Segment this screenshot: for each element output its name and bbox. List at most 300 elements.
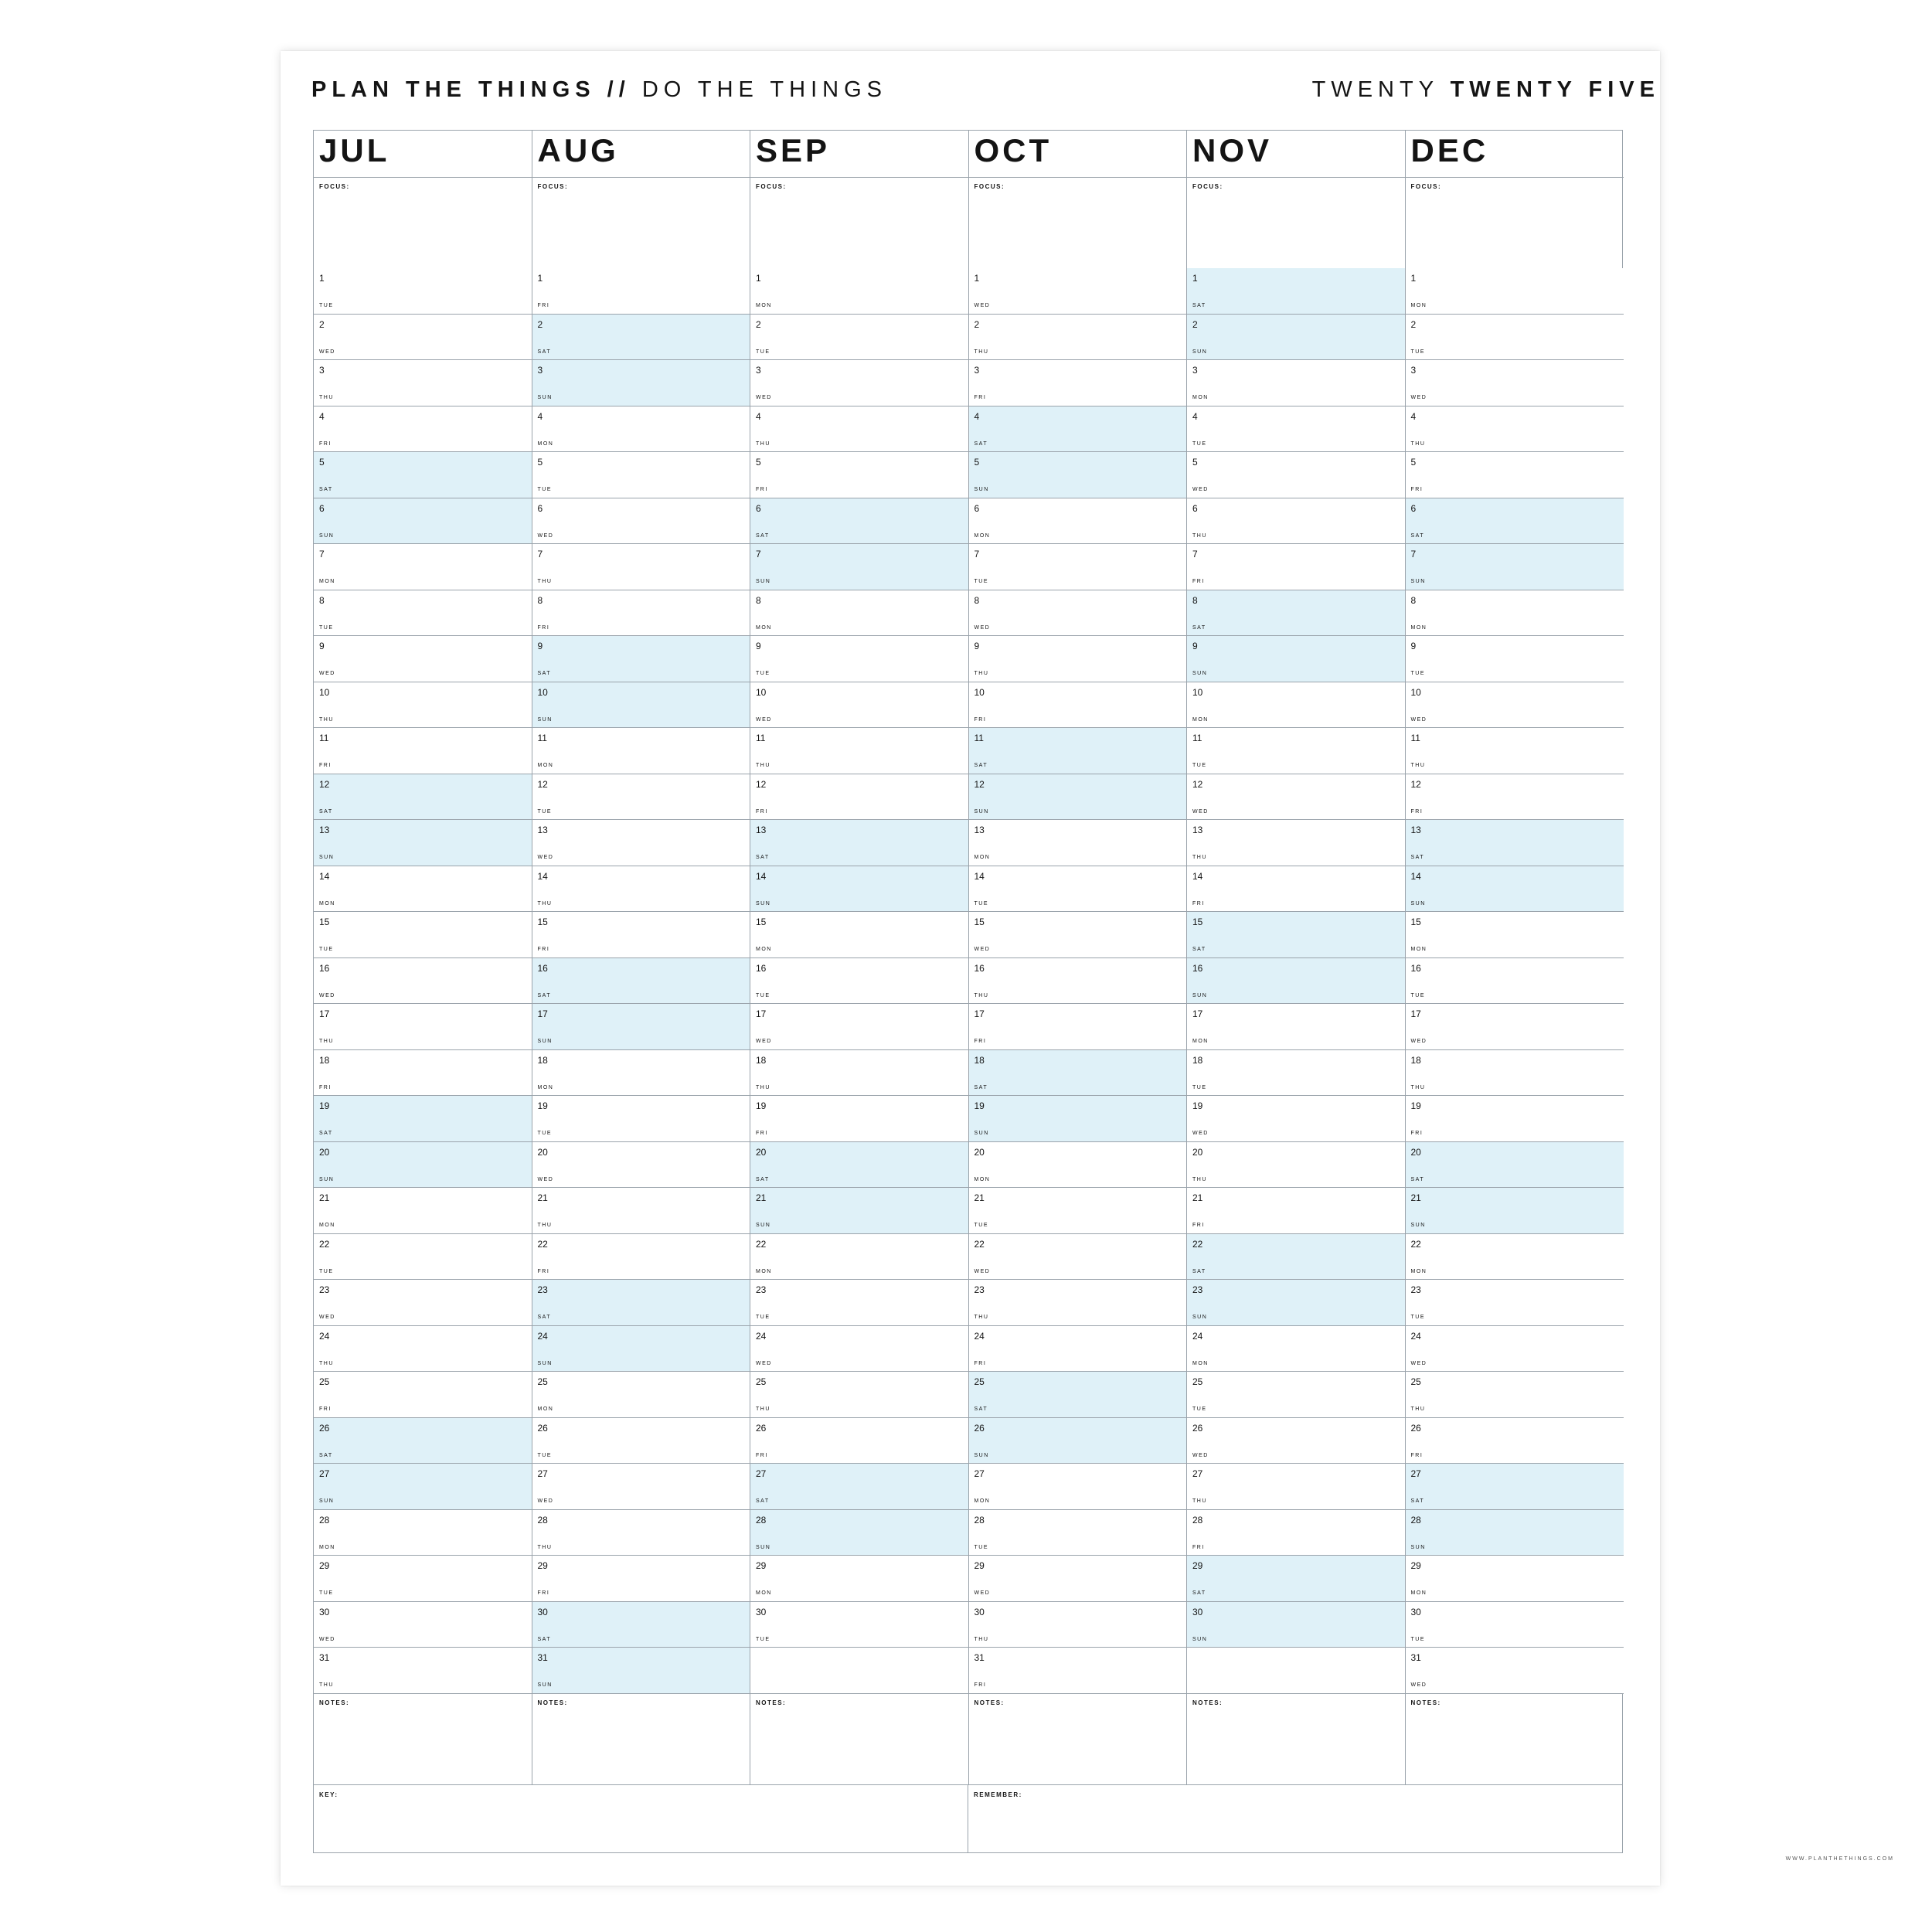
day-cell[interactable] — [532, 820, 750, 866]
day-cell[interactable] — [1187, 728, 1405, 774]
day-cell[interactable] — [532, 1372, 750, 1418]
day-cell[interactable] — [1187, 1326, 1405, 1372]
weekday-label: MON — [537, 440, 554, 447]
day-cell[interactable] — [969, 866, 1187, 913]
weekday-label: TUE — [1410, 992, 1425, 998]
day-cell[interactable] — [969, 958, 1187, 1005]
day-number: 22 — [756, 1238, 767, 1250]
day-cell[interactable] — [532, 452, 750, 498]
day-cell[interactable] — [969, 1648, 1187, 1694]
day-cell[interactable] — [314, 774, 532, 821]
weekday-label: SUN — [1410, 1544, 1426, 1550]
day-cell[interactable] — [750, 1556, 968, 1602]
weekday-label: SAT — [319, 808, 333, 815]
day-cell[interactable] — [314, 1510, 532, 1556]
day-cell[interactable] — [750, 406, 968, 453]
notes-box[interactable] — [532, 1693, 750, 1784]
day-cell[interactable] — [1187, 912, 1405, 958]
day-cell[interactable] — [1406, 1326, 1624, 1372]
weekday-label: SAT — [1192, 624, 1206, 631]
day-number: 29 — [319, 1560, 330, 1571]
day-cell[interactable] — [1187, 1004, 1405, 1050]
day-cell[interactable] — [1187, 590, 1405, 637]
day-cell[interactable] — [1406, 268, 1624, 315]
day-cell[interactable] — [532, 1602, 750, 1648]
day-cell[interactable] — [969, 774, 1187, 821]
day-number: 2 — [537, 318, 543, 330]
day-cell[interactable] — [314, 866, 532, 913]
weekday-label: TUE — [319, 624, 334, 631]
day-cell[interactable] — [532, 1556, 750, 1602]
year-light: TWENTY — [1311, 77, 1439, 102]
day-number: 25 — [1192, 1376, 1203, 1387]
day-cell[interactable] — [1406, 958, 1624, 1005]
day-cell[interactable] — [750, 1234, 968, 1281]
weekday-label: FRI — [537, 624, 550, 631]
day-cell[interactable] — [314, 1602, 532, 1648]
day-cell[interactable] — [532, 1648, 750, 1694]
day-cell[interactable] — [750, 1418, 968, 1464]
weekday-label: TUE — [974, 1223, 988, 1228]
focus-box[interactable] — [1187, 177, 1405, 269]
notes-box[interactable] — [1187, 1693, 1405, 1784]
day-cell[interactable] — [1406, 774, 1624, 821]
day-cell[interactable] — [1187, 268, 1405, 315]
day-cell[interactable] — [969, 544, 1187, 590]
day-cell[interactable] — [1406, 682, 1624, 729]
day-cell[interactable] — [314, 544, 532, 590]
day-cell[interactable] — [1187, 958, 1405, 1005]
day-cell[interactable] — [969, 1096, 1187, 1142]
day-cell[interactable] — [532, 1234, 750, 1281]
day-cell[interactable] — [750, 1050, 968, 1097]
weekday-label: MON — [537, 763, 554, 768]
weekday-label: SAT — [756, 1176, 770, 1182]
day-cell[interactable] — [1187, 452, 1405, 498]
day-number: 19 — [1192, 1100, 1203, 1111]
day-cell[interactable] — [969, 360, 1187, 406]
day-number: 30 — [1192, 1606, 1203, 1617]
day-number: 23 — [1192, 1284, 1203, 1295]
day-cell[interactable] — [1187, 1556, 1405, 1602]
day-cell[interactable] — [750, 498, 968, 545]
day-cell[interactable] — [314, 636, 532, 682]
weekday-label: FRI — [1410, 1452, 1423, 1458]
day-cell[interactable] — [969, 590, 1187, 637]
weekday-label: THU — [756, 440, 770, 447]
weekday-label: THU — [974, 992, 989, 998]
day-cell[interactable] — [750, 1602, 968, 1648]
weekday-label: FRI — [1192, 1223, 1205, 1228]
day-cell[interactable] — [314, 498, 532, 545]
day-cell[interactable] — [314, 1142, 532, 1189]
day-number: 30 — [537, 1606, 548, 1617]
day-cell[interactable] — [969, 406, 1187, 453]
day-cell[interactable] — [1406, 544, 1624, 590]
notes-label: NOTES: — [1410, 1699, 1441, 1706]
day-number: 21 — [1410, 1192, 1421, 1203]
day-number: 7 — [756, 549, 761, 560]
weekday-label: FRI — [974, 1039, 987, 1044]
focus-box[interactable] — [532, 177, 750, 269]
day-cell[interactable] — [1406, 866, 1624, 913]
weekday-label: WED — [1192, 487, 1209, 492]
day-number: 16 — [974, 962, 985, 974]
day-number: 4 — [974, 410, 980, 422]
day-cell[interactable] — [1187, 636, 1405, 682]
weekday-label: FRI — [319, 763, 332, 768]
day-number: 24 — [537, 1330, 548, 1342]
day-cell[interactable] — [314, 958, 532, 1005]
day-cell[interactable] — [750, 268, 968, 315]
day-cell[interactable] — [314, 452, 532, 498]
weekday-label: FRI — [974, 1682, 987, 1688]
weekday-label: MON — [537, 1084, 554, 1090]
day-cell[interactable] — [969, 1418, 1187, 1464]
day-cell[interactable] — [1187, 406, 1405, 453]
day-cell[interactable] — [532, 1096, 750, 1142]
weekday-label: SUN — [1192, 671, 1208, 676]
day-cell[interactable] — [969, 820, 1187, 866]
day-cell[interactable] — [1406, 1142, 1624, 1189]
weekday-label: THU — [974, 671, 989, 676]
day-cell[interactable] — [1187, 1418, 1405, 1464]
day-cell[interactable] — [1406, 1510, 1624, 1556]
day-cell[interactable] — [314, 1418, 532, 1464]
day-cell[interactable] — [1187, 1096, 1405, 1142]
weekday-label: MON — [1410, 947, 1427, 952]
weekday-label: MON — [756, 947, 772, 952]
day-cell[interactable] — [1406, 1602, 1624, 1648]
day-cell[interactable] — [969, 1050, 1187, 1097]
day-cell[interactable] — [1187, 1234, 1405, 1281]
day-cell[interactable] — [1406, 820, 1624, 866]
day-cell[interactable] — [969, 1280, 1187, 1326]
day-cell[interactable] — [1187, 1510, 1405, 1556]
day-cell[interactable] — [1187, 544, 1405, 590]
day-cell[interactable] — [314, 1464, 532, 1510]
day-cell[interactable] — [314, 315, 532, 361]
day-number: 25 — [537, 1376, 548, 1387]
day-cell[interactable] — [750, 1004, 968, 1050]
weekday-label: MON — [756, 1268, 772, 1274]
day-number: 27 — [319, 1468, 330, 1479]
weekday-label: THU — [1410, 763, 1426, 768]
day-cell[interactable] — [1187, 774, 1405, 821]
focus-box[interactable] — [969, 177, 1187, 269]
month-column-dec — [1406, 131, 1624, 1784]
key-box[interactable] — [314, 1785, 968, 1853]
day-cell[interactable] — [969, 912, 1187, 958]
focus-box[interactable] — [750, 177, 968, 269]
day-cell[interactable] — [750, 682, 968, 729]
weekday-label: TUE — [756, 671, 770, 676]
notes-label: NOTES: — [319, 1699, 350, 1706]
day-cell[interactable] — [1406, 315, 1624, 361]
day-cell[interactable] — [750, 774, 968, 821]
day-cell[interactable] — [532, 912, 750, 958]
day-number: 13 — [974, 825, 985, 835]
day-number: 18 — [974, 1054, 985, 1066]
day-cell[interactable] — [314, 1004, 532, 1050]
day-cell[interactable] — [750, 1188, 968, 1234]
day-cell[interactable] — [750, 1096, 968, 1142]
day-cell[interactable] — [1406, 1556, 1624, 1602]
month-name: JUL — [319, 132, 390, 168]
day-cell[interactable] — [532, 1418, 750, 1464]
day-cell[interactable] — [314, 360, 532, 406]
day-cell[interactable] — [1406, 1372, 1624, 1418]
day-cell[interactable] — [314, 820, 532, 866]
weekday-label: THU — [1192, 1498, 1207, 1504]
day-cell[interactable] — [1406, 1050, 1624, 1097]
day-cell[interactable] — [969, 498, 1187, 545]
day-cell[interactable] — [969, 1464, 1187, 1510]
day-cell[interactable] — [314, 1096, 532, 1142]
weekday-label: SAT — [319, 1131, 333, 1136]
day-cell[interactable] — [969, 1602, 1187, 1648]
day-cell[interactable] — [532, 1050, 750, 1097]
day-cell[interactable] — [1406, 498, 1624, 545]
day-cell[interactable] — [969, 1188, 1187, 1234]
day-cell[interactable] — [1406, 1464, 1624, 1510]
day-number: 4 — [537, 410, 543, 422]
day-number: 22 — [319, 1238, 330, 1250]
day-cell[interactable] — [750, 636, 968, 682]
month-name: NOV — [1192, 132, 1273, 168]
day-cell[interactable] — [314, 1050, 532, 1097]
day-number: 16 — [537, 962, 548, 974]
day-cell[interactable] — [969, 728, 1187, 774]
day-cell[interactable] — [1187, 1142, 1405, 1189]
day-cell[interactable] — [314, 1326, 532, 1372]
day-cell[interactable] — [1406, 1234, 1624, 1281]
day-number: 20 — [1192, 1146, 1203, 1158]
day-cell[interactable] — [532, 1004, 750, 1050]
day-cell[interactable] — [750, 315, 968, 361]
day-cell[interactable] — [314, 1648, 532, 1694]
day-cell[interactable] — [1406, 728, 1624, 774]
weekday-label: SAT — [756, 532, 770, 539]
weekday-label: TUE — [1410, 1636, 1425, 1642]
day-cell[interactable] — [969, 268, 1187, 315]
weekday-label: TUE — [537, 487, 552, 492]
day-cell[interactable] — [750, 544, 968, 590]
day-cell[interactable] — [1406, 1096, 1624, 1142]
day-cell[interactable] — [969, 1556, 1187, 1602]
day-cell[interactable] — [1187, 1602, 1405, 1648]
day-cell[interactable] — [314, 1234, 532, 1281]
day-cell[interactable] — [532, 360, 750, 406]
day-number: 23 — [1410, 1284, 1421, 1295]
day-cell[interactable] — [1406, 1004, 1624, 1050]
day-cell[interactable] — [532, 498, 750, 545]
day-number: 10 — [974, 686, 985, 698]
day-cell[interactable] — [1406, 1648, 1624, 1694]
weekday-label: SUN — [974, 1452, 989, 1458]
day-cell[interactable] — [532, 315, 750, 361]
day-cell[interactable] — [314, 268, 532, 315]
day-cell[interactable] — [314, 1556, 532, 1602]
day-cell[interactable] — [969, 1004, 1187, 1050]
day-cell[interactable] — [969, 1510, 1187, 1556]
day-cell[interactable] — [532, 268, 750, 315]
day-cell[interactable] — [1406, 1188, 1624, 1234]
month-column-oct — [969, 131, 1188, 1784]
weekday-label: FRI — [756, 1131, 768, 1136]
weekday-label: TUE — [1192, 440, 1207, 447]
day-cell[interactable] — [1187, 1372, 1405, 1418]
day-number: 26 — [974, 1422, 985, 1434]
day-number: 1 — [537, 273, 543, 284]
day-cell[interactable] — [1406, 452, 1624, 498]
day-cell[interactable] — [532, 1280, 750, 1326]
day-cell[interactable] — [750, 452, 968, 498]
day-cell[interactable] — [1187, 1464, 1405, 1510]
weekday-label: FRI — [756, 808, 768, 815]
day-cell[interactable] — [969, 682, 1187, 729]
day-cell[interactable] — [314, 590, 532, 637]
day-cell[interactable] — [1406, 1418, 1624, 1464]
day-cell[interactable] — [750, 866, 968, 913]
day-number: 28 — [319, 1514, 330, 1526]
day-cell[interactable] — [1187, 315, 1405, 361]
notes-box[interactable] — [750, 1693, 968, 1784]
weekday-label: SAT — [1192, 947, 1206, 952]
weekday-label: SAT — [537, 1315, 552, 1320]
day-number: 3 — [1192, 365, 1198, 376]
day-cell[interactable] — [532, 1510, 750, 1556]
day-cell[interactable] — [1187, 1050, 1405, 1097]
day-number: 14 — [1410, 870, 1421, 882]
day-cell[interactable] — [750, 1372, 968, 1418]
day-cell[interactable] — [1187, 1188, 1405, 1234]
day-cell[interactable] — [314, 682, 532, 729]
day-cell[interactable] — [1406, 636, 1624, 682]
day-cell[interactable] — [532, 774, 750, 821]
key-label: KEY: — [319, 1791, 338, 1798]
day-cell[interactable] — [750, 912, 968, 958]
day-cell[interactable] — [1187, 866, 1405, 913]
weekday-label: THU — [319, 716, 334, 723]
day-cell[interactable] — [532, 544, 750, 590]
day-cell[interactable] — [750, 820, 968, 866]
day-number: 24 — [974, 1330, 985, 1342]
day-cell[interactable] — [314, 1188, 532, 1234]
day-cell[interactable] — [532, 406, 750, 453]
day-cell[interactable] — [314, 406, 532, 453]
focus-box[interactable] — [1406, 177, 1624, 269]
day-cell[interactable] — [969, 1234, 1187, 1281]
notes-box[interactable] — [1406, 1693, 1624, 1784]
day-number: 14 — [1192, 870, 1203, 882]
empty-day-cell[interactable] — [1187, 1648, 1405, 1694]
day-number: 18 — [319, 1054, 330, 1066]
day-cell[interactable] — [1406, 360, 1624, 406]
weekday-label: FRI — [319, 440, 332, 447]
weekday-label: WED — [1410, 1039, 1427, 1044]
day-cell[interactable] — [532, 1142, 750, 1189]
remember-box[interactable] — [968, 1785, 1622, 1853]
day-number: 18 — [537, 1054, 548, 1066]
day-cell[interactable] — [750, 958, 968, 1005]
month-name: AUG — [537, 132, 619, 168]
day-cell[interactable] — [969, 315, 1187, 361]
day-cell[interactable] — [969, 1142, 1187, 1189]
day-cell[interactable] — [750, 1280, 968, 1326]
day-cell[interactable] — [750, 1464, 968, 1510]
day-cell[interactable] — [532, 590, 750, 637]
day-cell[interactable] — [1187, 1280, 1405, 1326]
day-cell[interactable] — [314, 728, 532, 774]
day-number: 21 — [1192, 1192, 1203, 1203]
day-cell[interactable] — [1406, 912, 1624, 958]
day-cell[interactable] — [532, 1188, 750, 1234]
day-cell[interactable] — [750, 360, 968, 406]
weekday-label: WED — [1410, 1360, 1427, 1366]
day-cell[interactable] — [532, 1326, 750, 1372]
day-cell[interactable] — [750, 590, 968, 637]
title-bold: PLAN THE THINGS // — [311, 77, 631, 102]
day-cell[interactable] — [314, 912, 532, 958]
day-cell[interactable] — [750, 1142, 968, 1189]
day-cell[interactable] — [532, 958, 750, 1005]
day-cell[interactable] — [1406, 406, 1624, 453]
day-number: 7 — [974, 549, 980, 560]
day-cell[interactable] — [1187, 360, 1405, 406]
empty-day-cell[interactable] — [750, 1648, 968, 1694]
day-cell[interactable] — [1187, 498, 1405, 545]
day-cell[interactable] — [1406, 1280, 1624, 1326]
month-column-nov — [1187, 131, 1406, 1784]
day-cell[interactable] — [969, 1372, 1187, 1418]
weekday-label: TUE — [756, 992, 770, 998]
day-cell[interactable] — [969, 636, 1187, 682]
day-cell[interactable] — [750, 1510, 968, 1556]
day-number: 4 — [1192, 410, 1198, 422]
day-cell[interactable] — [314, 1372, 532, 1418]
weekday-label: WED — [319, 1315, 335, 1320]
day-number: 17 — [319, 1009, 330, 1019]
day-number: 29 — [1410, 1560, 1421, 1571]
day-cell[interactable] — [532, 636, 750, 682]
day-cell[interactable] — [532, 866, 750, 913]
day-cell[interactable] — [532, 728, 750, 774]
day-number: 13 — [756, 825, 767, 835]
day-cell[interactable] — [314, 1280, 532, 1326]
weekday-label: WED — [537, 1176, 554, 1182]
day-cell[interactable] — [969, 452, 1187, 498]
month-name: DEC — [1410, 132, 1489, 168]
day-cell[interactable] — [969, 1326, 1187, 1372]
notes-box[interactable] — [969, 1693, 1187, 1784]
day-cell[interactable] — [1187, 682, 1405, 729]
weekday-label: MON — [537, 1406, 554, 1412]
day-cell[interactable] — [750, 1326, 968, 1372]
day-cell[interactable] — [1187, 820, 1405, 866]
day-cell[interactable] — [750, 728, 968, 774]
day-cell[interactable] — [532, 682, 750, 729]
notes-box[interactable] — [314, 1693, 532, 1784]
focus-box[interactable] — [314, 177, 532, 269]
day-number: 3 — [974, 365, 980, 376]
weekday-label: MON — [756, 624, 772, 631]
day-cell[interactable] — [1406, 590, 1624, 637]
focus-label: FOCUS: — [1192, 183, 1223, 190]
day-number: 6 — [756, 502, 761, 514]
day-number: 21 — [756, 1192, 767, 1203]
day-cell[interactable] — [532, 1464, 750, 1510]
